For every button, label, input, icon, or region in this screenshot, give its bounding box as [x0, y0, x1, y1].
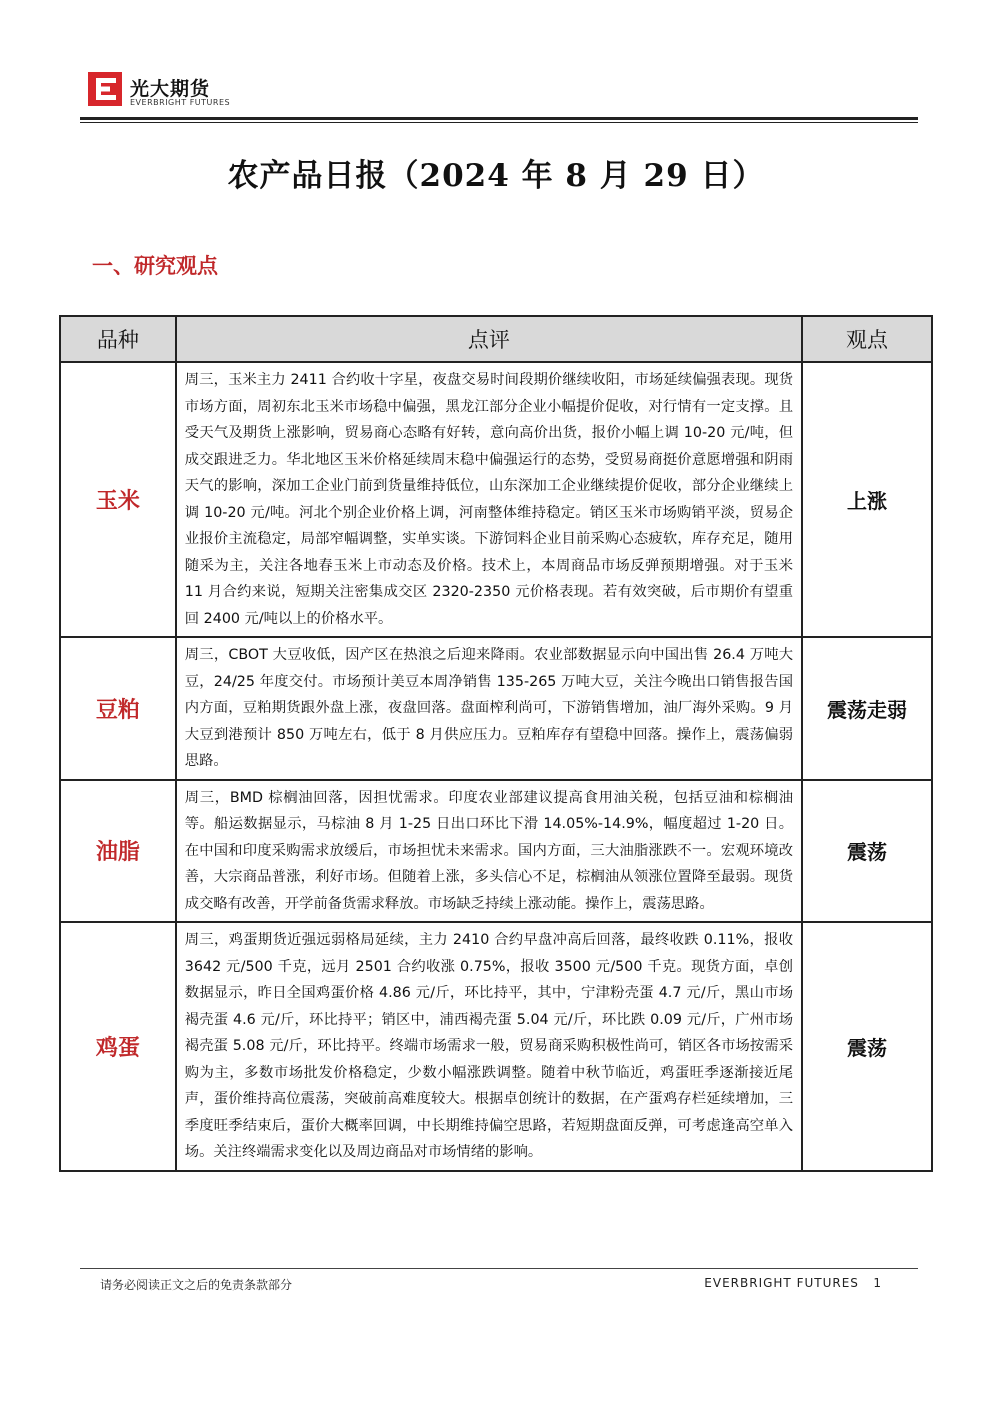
header-comment: 点评 — [176, 316, 802, 362]
variety-cell: 鸡蛋 — [60, 922, 176, 1171]
logo-english-name: EVERBRIGHT FUTURES — [130, 98, 231, 107]
view-cell: 震荡 — [802, 780, 932, 923]
everbright-logo-icon — [88, 72, 122, 106]
header-variety: 品种 — [60, 316, 176, 362]
variety-cell: 油脂 — [60, 780, 176, 923]
view-cell: 上涨 — [802, 362, 932, 637]
document-title: 农产品日报（2024 年 8 月 29 日） — [227, 158, 765, 194]
comment-cell: 周三，玉米主力 2411 合约收十字星，夜盘交易时间段期价继续收阳，市场延续偏强表现。现货市场方面，周初东北玉米市场稳中偏强，黑龙江部分企业小幅提价促收，对行情有一定支撑。且受天气及期货上涨影响，贸易商心态略有好转，意向高价出货，报价小幅上调 10-20 元/吨，但成交跟进乏力。华北地区玉米价格延续周末稳中偏强运行的态势，受贸易商挺价意愿增强和阴雨天气的影响，深加工企业门前到货量维持低位，山东深加工企业继续提价促收，部分企业继续上调 10-20 元/吨。河北个别企业价格上调，河南整体维持稳定。销区玉米市场购销平淡，贸易企业报价主流稳定，局部窄幅调整，实单实谈。下游饲料企业目前采购心态疲软，库存充足，随用随采为主，关注各地春玉米上市动态及价格。技术上，本周商品市场反弹预期增强。对于玉米 11 月合约来说，短期关注密集成交区 2320-2350 元价格表现。若有效突破，后市期价有望重回 2400 元/吨以上的价格水平。 — [176, 362, 802, 637]
comment-cell: 周三，鸡蛋期货近强远弱格局延续，主力 2410 合约早盘冲高后回落，最终收跌 0.11%，报收 3642 元/500 千克，远月 2501 合约收涨 0.75%，报收 3500 元/500 千克。现货方面，卓创数据显示，昨日全国鸡蛋价格 4.86 元/斤，环比持平，其中，宁津粉壳蛋 4.7 元/斤，黑山市场褐壳蛋 4.6 元/斤，环比持平；销区中，浦西褐壳蛋 5.04 元/斤，环比跌 0.09 元/斤，广州市场褐壳蛋 5.08 元/斤，环比持平。终端市场需求一般，贸易商采购积极性尚可，销区各市场按需采购为主，多数市场批发价格稳定，少数小幅涨跌调整。随着中秋节临近，鸡蛋旺季逐渐接近尾声，蛋价维持高位震荡，突破前高难度较大。根据卓创统计的数据，在产蛋鸡存栏延续增加，三季度旺季结束后，蛋价大概率回调，中长期维持偏空思路，若短期盘面反弹，可考虑逢高空单入场。关注终端需求变化以及周边商品对市场情绪的影响。 — [176, 922, 802, 1171]
section-title: 一、研究观点 — [92, 254, 218, 278]
footer-rule — [80, 1268, 918, 1269]
table-row-soymeal — [60, 637, 932, 780]
comment-cell: 周三，CBOT 大豆收低，因产区在热浪之后迎来降雨。农业部数据显示向中国出售 26.4 万吨大豆，24/25 年度交付。市场预计美豆本周净销售 135-265 万吨大豆，关注今晚出口销售报告国内方面，豆粕期货跟外盘上涨，夜盘回落。盘面榨利尚可，下游销售增加，油厂海外采购。9 月大豆到港预计 850 万吨左右，低于 8 月供应压力。豆粕库存有望稳中回落。操作上，震荡偏弱思路。 — [176, 637, 802, 780]
header-rule-thin — [80, 122, 918, 123]
header-view: 观点 — [802, 316, 932, 362]
footer-brand-page — [704, 1276, 882, 1290]
variety-cell: 玉米 — [60, 362, 176, 637]
table-header-row — [60, 316, 932, 362]
view-cell: 震荡 — [802, 922, 932, 1171]
research-view-table — [59, 315, 933, 1172]
view-cell: 震荡走弱 — [802, 637, 932, 780]
table-row-oils — [60, 780, 932, 923]
variety-cell: 豆粕 — [60, 637, 176, 780]
footer-disclaimer: 请务必阅读正文之后的免责条款部分 — [100, 1278, 293, 1292]
table-row-corn — [60, 362, 932, 637]
header-rule — [80, 117, 918, 120]
page-number: 1 — [873, 1276, 882, 1290]
comment-cell: 周三，BMD 棕榈油回落，因担忧需求。印度农业部建议提高食用油关税，包括豆油和棕榈油等。船运数据显示，马棕油 8 月 1-25 日出口环比下滑 14.05%-14.9%，幅度超过 1-20 日。在中国和印度采购需求放缓后，市场担忧未来需求。国内方面，三大油脂涨跌不一。宏观环境改善，大宗商品普涨，利好市场。但随着上涨，多头信心不足，棕榈油从领涨位置降至最弱。现货成交略有改善，开学前备货需求释放。市场缺乏持续上涨动能。操作上，震荡思路。 — [176, 780, 802, 923]
page-header — [80, 70, 918, 122]
logo-chinese-name: 光大期货 — [130, 78, 211, 100]
footer-brand: EVERBRIGHT FUTURES — [704, 1276, 859, 1290]
table-row-eggs — [60, 922, 932, 1171]
